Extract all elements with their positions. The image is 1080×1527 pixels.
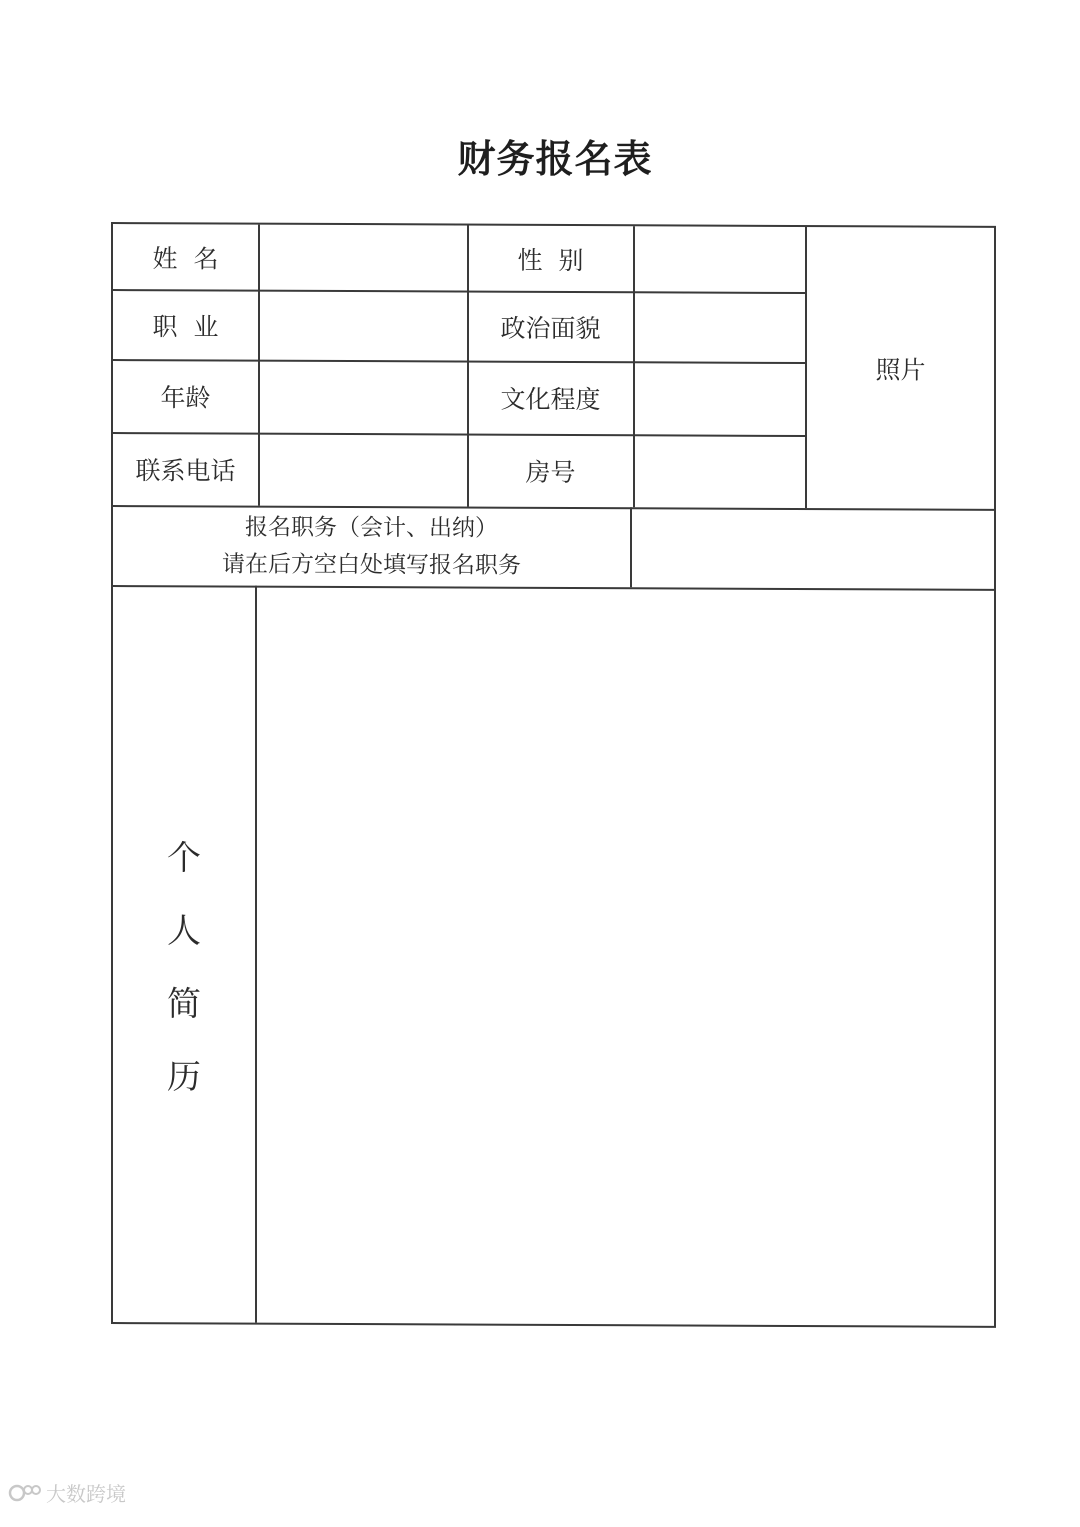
resume-char: 人	[167, 911, 201, 952]
age-label: 年龄	[160, 383, 211, 413]
gender-input-cell[interactable]	[635, 226, 804, 292]
gender-label: 性 别	[517, 245, 584, 275]
resume-char: 简	[167, 984, 201, 1025]
signup-position-label	[113, 509, 630, 585]
watermark-text: 大数跨境	[46, 1482, 126, 1506]
name-input-cell[interactable]	[260, 225, 466, 291]
resume-label	[113, 822, 255, 1115]
brand-logo-icon	[8, 1482, 42, 1504]
signup-position-line1: 报名职务（会计、出纳）	[245, 514, 498, 542]
signup-position-input-cell[interactable]	[632, 508, 994, 589]
page-title: 财务报名表	[457, 137, 653, 181]
photo-label[interactable]: 照片	[875, 354, 926, 385]
room-number-label: 房号	[525, 457, 576, 488]
phone-input-cell[interactable]	[260, 434, 466, 507]
age-input-cell[interactable]	[260, 361, 466, 434]
political-status-label: 政治面貌	[500, 313, 601, 343]
education-label: 文化程度	[500, 384, 601, 415]
resume-input-area[interactable]	[257, 588, 994, 1326]
phone-label: 联系电话	[135, 456, 236, 486]
name-label: 姓 名	[152, 243, 219, 273]
resume-char: 历	[167, 1057, 201, 1098]
signup-position-line2: 请在后方空白处填写报名职务	[222, 551, 521, 579]
watermark	[8, 1478, 126, 1507]
room-number-input-cell[interactable]	[635, 435, 804, 508]
resume-char: 个	[167, 838, 201, 879]
education-input-cell[interactable]	[635, 362, 804, 435]
registration-form-table	[111, 222, 996, 1328]
occupation-input-cell[interactable]	[260, 291, 466, 361]
political-status-input-cell[interactable]	[635, 292, 804, 362]
occupation-label: 职 业	[152, 311, 219, 341]
